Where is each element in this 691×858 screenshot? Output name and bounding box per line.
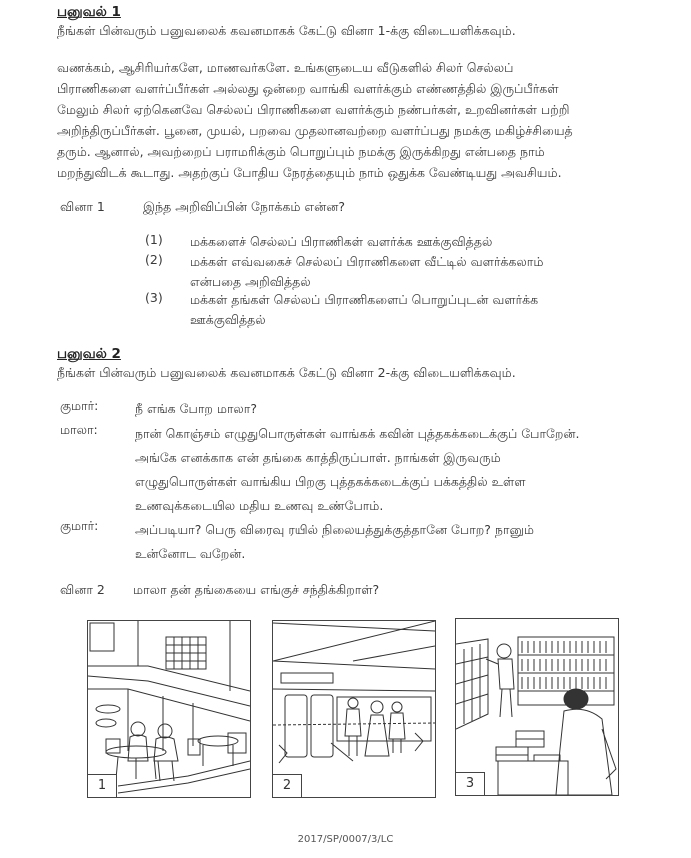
speaker-label: குமார்: [60,518,99,533]
speaker-label: மாலா: [60,422,98,437]
passage-line: அறிந்திருப்பீர்கள். பூனை, முயல், பறவை முதலானவற்றை வளர்ப்பது நமக்கு மகிழ்ச்சியைத் [57,123,573,138]
picture-number: 2 [273,774,302,797]
cafe-scene-illustration [88,621,250,797]
document-code-footer: 2017/SP/0007/3/LC [297,834,394,845]
passage-line: வணக்கம், ஆசிரியர்களே, மாணவர்களே. உங்களுடைய வீடுகளில் சிலர் செல்லப் [57,60,514,75]
passage-line: பிராணிகளை வளர்ப்பீர்கள் அல்லது ஒன்றை வாங்கி வளர்க்கும் எண்ணத்தில் இருப்பீர்கள் [57,81,559,96]
section1-instruction: நீங்கள் பின்வரும் பனுவலைக் கவனமாகக் கேட்டு வினா 1-க்கு விடையளிக்கவும். [57,23,516,38]
passage-line: மேலும் சிலர் ஏற்கெனவே செல்லப் பிராணிகளை வளர்க்கும் நண்பர்கள், உறவினர்கள் பற்றி [57,102,570,117]
picture-option-1[interactable] [87,620,251,798]
picture-option-3[interactable] [455,618,619,796]
option-number: (1) [145,232,163,247]
option-text: என்பதை அறிவித்தல் [190,274,311,289]
option-text: மக்கள் தங்கள் செல்லப் பிராணிகளைப் பொறுப்புடன் வளர்க்க [190,292,539,307]
question-1 [0,199,691,219]
section2-instruction: நீங்கள் பின்வரும் பனுவலைக் கவனமாகக் கேட்டு வினா 2-க்கு விடையளிக்கவும். [57,365,516,380]
section1-passage [57,57,677,183]
dialogue [0,398,691,568]
question-2-text: மாலா தன் தங்கையை எங்குச் சந்திக்கிறாள்? [133,582,380,597]
bookshop-scene-illustration [456,619,618,795]
question-1-options [0,232,691,332]
question-2-label: வினா 2 [60,582,105,597]
speaker-label: குமார்: [60,398,99,413]
picture-option-2[interactable] [272,620,436,798]
picture-number: 3 [456,772,485,795]
section2-heading: பனுவல் 2 [57,346,121,362]
dialogue-line: உன்னோட வறேன். [135,546,246,561]
option-text: ஊக்குவித்தல் [190,312,266,327]
train-station-scene-illustration [273,621,435,797]
dialogue-line: உணவுக்கடையில மதிய உணவு உண்போம். [135,498,384,513]
question-1-text: இந்த அறிவிப்பின் நோக்கம் என்ன? [143,199,346,214]
picture-number: 1 [88,774,117,797]
dialogue-line: நீ எங்க போற மாலா? [135,401,257,416]
option-number: (2) [145,252,163,267]
dialogue-line: நான் கொஞ்சம் எழுதுபொருள்கள் வாங்கக் கவின் புத்தகக்கடைக்குப் போறேன். [135,426,580,441]
dialogue-line: எழுதுபொருள்கள் வாங்கிய பிறகு புத்தகக்கடைக்குப் பக்கத்தில் உள்ள [135,474,526,489]
passage-line: மறந்துவிடக் கூடாது. அதற்குப் போதிய நேரத்தையும் நாம் ஒதுக்க வேண்டியது அவசியம். [57,165,562,180]
option-text: மக்கள் எவ்வகைச் செல்லப் பிராணிகளை வீட்டில் வளர்க்கலாம் [190,254,544,269]
question-2 [0,582,691,602]
question-1-label: வினா 1 [60,199,105,214]
passage-line: தரும். ஆனால், அவற்றைப் பராமரிக்கும் பொறுப்பும் நமக்கு இருக்கிறது என்பதை நாம் [57,144,545,159]
dialogue-line: அப்படியா? பெரு விரைவு ரயில் நிலையத்துக்குத்தானே போற? நானும் [135,522,534,537]
section1-heading: பனுவல் 1 [57,4,121,20]
option-text: மக்களைச் செல்லப் பிராணிகள் வளர்க்க ஊக்குவித்தல் [190,234,493,249]
option-number: (3) [145,290,163,305]
dialogue-line: அங்கே எனக்காக என் தங்கை காத்திருப்பாள். நாங்கள் இருவரும் [135,450,501,465]
